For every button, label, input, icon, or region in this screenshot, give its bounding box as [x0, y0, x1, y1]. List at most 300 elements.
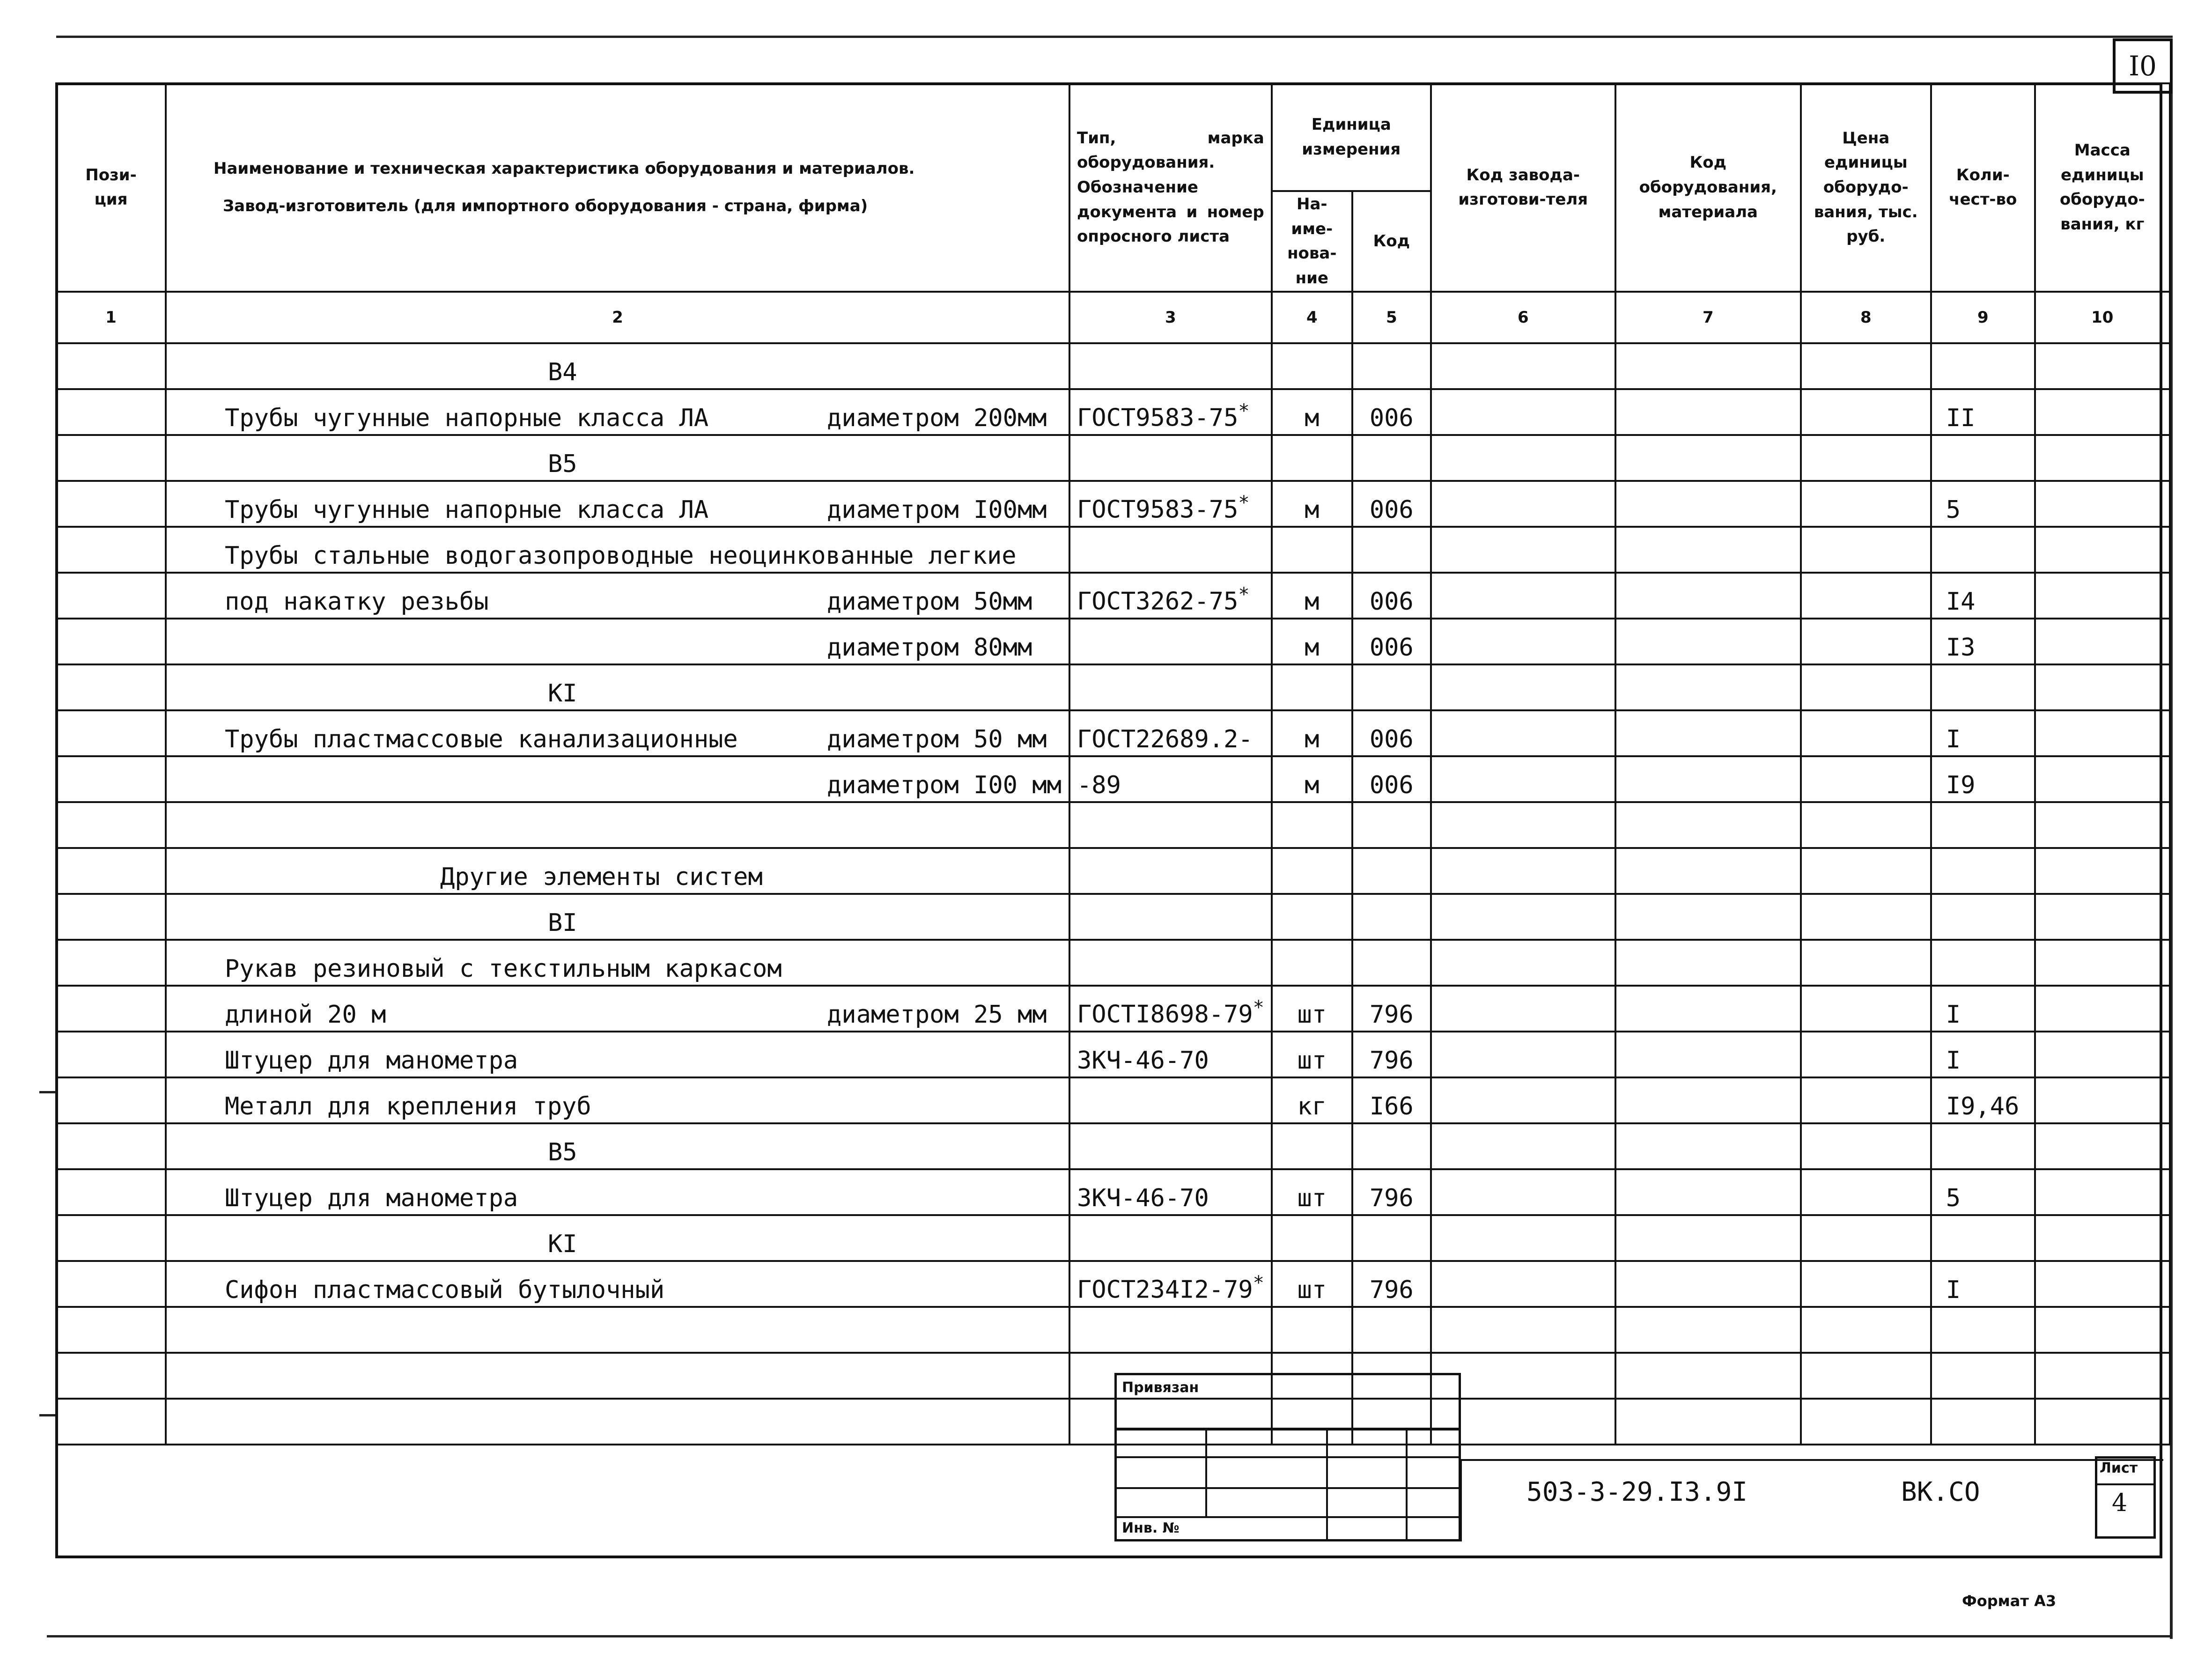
cell-price — [1801, 986, 1931, 1032]
cell-unit-code — [1352, 940, 1431, 986]
cell-name — [166, 664, 1069, 710]
item-diameter: диаметром 200мм — [827, 404, 1047, 432]
cell-quantity: II — [1931, 389, 2035, 435]
cell-mass — [2035, 389, 2170, 435]
cell-quantity — [1931, 1307, 2035, 1353]
cell-name — [166, 986, 1069, 1032]
cell-quantity: I3 — [1931, 619, 2035, 664]
cell-price — [1801, 1353, 1931, 1399]
cell-price — [1801, 573, 1931, 619]
document-mark: ВК.СО — [1901, 1477, 1980, 1507]
cell-unit-code: 796 — [1352, 986, 1431, 1032]
cell-unit-code — [1352, 848, 1431, 894]
cell-equipment-code — [1615, 664, 1801, 710]
column-number: 7 — [1615, 292, 1801, 343]
table-row — [56, 573, 2170, 619]
cell-unit-code — [1352, 1307, 1431, 1353]
cell-document — [1069, 1261, 1272, 1307]
cell-price — [1801, 848, 1931, 894]
stamp-title-line — [1461, 1459, 2163, 1461]
cell-price — [1801, 1123, 1931, 1169]
top-sheet-number: I0 — [2113, 38, 2173, 94]
cell-name — [166, 848, 1069, 894]
cell-price — [1801, 894, 1931, 940]
cell-mass — [2035, 343, 2170, 389]
table-row — [56, 894, 2170, 940]
cell-unit: м — [1272, 573, 1352, 619]
cell-mass — [2035, 1169, 2170, 1215]
cell-plant-code — [1431, 802, 1615, 848]
cell-price — [1801, 1077, 1931, 1123]
asterisk-mark: * — [1238, 400, 1250, 422]
cell-mass — [2035, 1307, 2170, 1353]
cell-position — [56, 527, 166, 573]
cell-document — [1069, 435, 1272, 481]
cell-price — [1801, 1261, 1931, 1307]
cell-position — [56, 573, 166, 619]
cell-name — [166, 940, 1069, 986]
item-diameter: диаметром 80мм — [827, 633, 1032, 662]
item-name: В5 — [548, 450, 577, 478]
item-diameter: диаметром 50мм — [827, 587, 1032, 616]
cell-unit — [1272, 1307, 1352, 1353]
cell-position — [56, 710, 166, 756]
document-ref: -89 — [1077, 771, 1121, 799]
cell-name — [166, 527, 1069, 573]
cell-position — [56, 1123, 166, 1169]
cell-quantity: I — [1931, 1261, 2035, 1307]
cell-mass — [2035, 527, 2170, 573]
cell-document — [1069, 619, 1272, 664]
table-row — [56, 435, 2170, 481]
cell-price — [1801, 619, 1931, 664]
cell-equipment-code — [1615, 343, 1801, 389]
cell-plant-code — [1431, 435, 1615, 481]
header-mass: Масса единицы оборудо-вания, кг — [2035, 83, 2170, 292]
column-number: 1 — [56, 292, 166, 343]
cell-mass — [2035, 894, 2170, 940]
cell-position — [56, 1215, 166, 1261]
table-row — [56, 1169, 2170, 1215]
cell-position — [56, 1169, 166, 1215]
cell-name — [166, 1261, 1069, 1307]
item-name — [173, 771, 225, 799]
cell-quantity — [1931, 1123, 2035, 1169]
item-name — [173, 1368, 225, 1396]
cell-quantity: I — [1931, 986, 2035, 1032]
document-ref: ГОСТ3262-75 — [1077, 587, 1239, 616]
cell-document — [1069, 710, 1272, 756]
cell-quantity: I4 — [1931, 573, 2035, 619]
cell-unit: шт — [1272, 1032, 1352, 1077]
header-plant-code: Код завода-изготови-теля — [1431, 83, 1615, 292]
cell-plant-code — [1431, 573, 1615, 619]
document-ref: 3КЧ-46-70 — [1077, 1184, 1209, 1212]
cell-equipment-code — [1615, 848, 1801, 894]
table-row — [56, 1399, 2170, 1445]
item-name: Трубы чугунные напорные класса ЛА — [225, 404, 709, 432]
stamp-grid-line — [1114, 1487, 1461, 1489]
cell-plant-code — [1431, 1077, 1615, 1123]
item-name: КI — [548, 1230, 577, 1258]
cell-equipment-code — [1615, 1307, 1801, 1353]
cell-name — [166, 894, 1069, 940]
cell-unit-code — [1352, 894, 1431, 940]
table-row — [56, 756, 2170, 802]
document-ref: ГОСТ9583-75 — [1077, 404, 1239, 432]
cell-plant-code — [1431, 1032, 1615, 1077]
header-quantity: Коли-чест-во — [1931, 83, 2035, 292]
table-row — [56, 481, 2170, 527]
cell-plant-code — [1431, 848, 1615, 894]
cell-quantity: I9,46 — [1931, 1077, 2035, 1123]
cell-equipment-code — [1615, 1169, 1801, 1215]
cell-unit — [1272, 848, 1352, 894]
cell-name — [166, 1353, 1069, 1399]
header-type: Тип, марка оборудования. Обозначение документа и номер опросного листа — [1069, 83, 1272, 292]
asterisk-mark: * — [1238, 584, 1250, 606]
cell-unit-code — [1352, 802, 1431, 848]
cell-position — [56, 848, 166, 894]
cell-unit: м — [1272, 710, 1352, 756]
cell-unit-code — [1352, 1123, 1431, 1169]
cell-equipment-code — [1615, 1399, 1801, 1445]
column-number: 3 — [1069, 292, 1272, 343]
cell-position — [56, 1077, 166, 1123]
cell-quantity: 5 — [1931, 481, 2035, 527]
table-row — [56, 664, 2170, 710]
stamp-inventory-label: Инв. № — [1122, 1520, 1180, 1536]
item-name: Трубы стальные водогазопроводные неоцинкованные легкие — [225, 541, 1017, 570]
cell-equipment-code — [1615, 1123, 1801, 1169]
cell-document — [1069, 343, 1272, 389]
cell-unit — [1272, 664, 1352, 710]
cell-unit: м — [1272, 389, 1352, 435]
table-row — [56, 619, 2170, 664]
cell-unit-code: 006 — [1352, 756, 1431, 802]
cell-name — [166, 802, 1069, 848]
cell-unit — [1272, 435, 1352, 481]
item-name: ВI — [548, 908, 577, 937]
item-name — [173, 1414, 225, 1442]
cell-position — [56, 481, 166, 527]
cell-price — [1801, 664, 1931, 710]
cell-quantity: I — [1931, 1032, 2035, 1077]
item-name: под накатку резьбы — [225, 587, 489, 616]
cell-document — [1069, 664, 1272, 710]
sheet-label: Лист — [2100, 1460, 2138, 1476]
cell-document — [1069, 1215, 1272, 1261]
cell-mass — [2035, 940, 2170, 986]
cell-quantity: 5 — [1931, 1169, 2035, 1215]
cell-plant-code — [1431, 619, 1615, 664]
item-name: В5 — [548, 1138, 577, 1166]
cell-document — [1069, 1307, 1272, 1353]
cell-name — [166, 1123, 1069, 1169]
cell-plant-code — [1431, 1123, 1615, 1169]
header-position: Пози- ция — [56, 83, 166, 292]
cell-unit: шт — [1272, 1261, 1352, 1307]
cell-document — [1069, 940, 1272, 986]
cell-document — [1069, 1077, 1272, 1123]
table-row — [56, 343, 2170, 389]
cell-unit: м — [1272, 619, 1352, 664]
item-name: КI — [548, 679, 577, 708]
cell-position — [56, 802, 166, 848]
cell-plant-code — [1431, 756, 1615, 802]
stamp-title-line — [1460, 1459, 1462, 1541]
cell-unit — [1272, 343, 1352, 389]
cell-quantity — [1931, 527, 2035, 573]
table-row — [56, 986, 2170, 1032]
cell-name — [166, 1032, 1069, 1077]
item-name: Трубы пластмассовые канализационные — [225, 725, 738, 753]
cell-unit-code — [1352, 1215, 1431, 1261]
cell-name — [166, 1307, 1069, 1353]
cell-equipment-code — [1615, 619, 1801, 664]
specification-table — [55, 82, 2171, 1445]
cell-price — [1801, 389, 1931, 435]
cell-plant-code — [1431, 1215, 1615, 1261]
cell-name — [166, 619, 1069, 664]
cell-name — [166, 573, 1069, 619]
document-ref: 3КЧ-46-70 — [1077, 1046, 1209, 1075]
column-number: 9 — [1931, 292, 2035, 343]
asterisk-mark: * — [1253, 1272, 1264, 1294]
format-label: Формат А3 — [1962, 1592, 2057, 1610]
cell-quantity — [1931, 343, 2035, 389]
cell-mass — [2035, 481, 2170, 527]
cell-position — [56, 894, 166, 940]
cell-unit-code: 796 — [1352, 1032, 1431, 1077]
cell-unit: шт — [1272, 986, 1352, 1032]
cell-price — [1801, 1032, 1931, 1077]
table-row — [56, 389, 2170, 435]
stamp-grid-line — [1326, 1428, 1328, 1541]
cell-price — [1801, 1307, 1931, 1353]
cell-equipment-code — [1615, 1353, 1801, 1399]
cell-plant-code — [1431, 986, 1615, 1032]
cell-document — [1069, 573, 1272, 619]
binding-tick — [39, 1414, 56, 1416]
cell-mass — [2035, 710, 2170, 756]
cell-plant-code — [1431, 343, 1615, 389]
cell-unit-code: 006 — [1352, 389, 1431, 435]
cell-quantity — [1931, 894, 2035, 940]
cell-equipment-code — [1615, 527, 1801, 573]
cell-unit: кг — [1272, 1077, 1352, 1123]
cell-quantity — [1931, 1399, 2035, 1445]
cell-price — [1801, 710, 1931, 756]
cell-price — [1801, 343, 1931, 389]
item-name: длиной 20 м — [225, 1000, 386, 1029]
cell-equipment-code — [1615, 389, 1801, 435]
table-row — [56, 940, 2170, 986]
column-number: 6 — [1431, 292, 1615, 343]
cell-unit-code — [1352, 527, 1431, 573]
cell-quantity — [1931, 848, 2035, 894]
cell-position — [56, 986, 166, 1032]
cell-document — [1069, 848, 1272, 894]
cell-equipment-code — [1615, 481, 1801, 527]
cell-mass — [2035, 986, 2170, 1032]
item-name — [173, 634, 225, 662]
cell-unit-code — [1352, 343, 1431, 389]
item-diameter: диаметром 50 мм — [827, 725, 1047, 753]
cell-plant-code — [1431, 1261, 1615, 1307]
asterisk-mark: * — [1238, 492, 1250, 514]
cell-mass — [2035, 1261, 2170, 1307]
cell-quantity — [1931, 435, 2035, 481]
cell-document — [1069, 1123, 1272, 1169]
item-name — [173, 1322, 225, 1350]
cell-mass — [2035, 1123, 2170, 1169]
cell-unit-code: 006 — [1352, 573, 1431, 619]
binding-tick — [39, 1091, 56, 1093]
cell-name — [166, 435, 1069, 481]
cell-equipment-code — [1615, 802, 1801, 848]
cell-plant-code — [1431, 481, 1615, 527]
stamp-grid-line — [1114, 1456, 1461, 1458]
stamp-grid-line — [1205, 1428, 1207, 1517]
cell-name — [166, 481, 1069, 527]
cell-plant-code — [1431, 894, 1615, 940]
cell-name — [166, 1169, 1069, 1215]
cell-equipment-code — [1615, 940, 1801, 986]
cell-equipment-code — [1615, 986, 1801, 1032]
cell-name — [166, 756, 1069, 802]
cell-unit-code: I66 — [1352, 1077, 1431, 1123]
cell-price — [1801, 802, 1931, 848]
cell-unit-code — [1352, 664, 1431, 710]
table-row — [56, 1077, 2170, 1123]
cell-mass — [2035, 848, 2170, 894]
cell-quantity — [1931, 802, 2035, 848]
asterisk-mark: * — [1253, 997, 1264, 1019]
document-ref: ГОСТ9583-75 — [1077, 495, 1239, 524]
cell-position — [56, 756, 166, 802]
table-row — [56, 848, 2170, 894]
cell-plant-code — [1431, 1169, 1615, 1215]
cell-position — [56, 343, 166, 389]
cell-position — [56, 940, 166, 986]
item-name: Сифон пластмассовый бутылочный — [225, 1276, 665, 1304]
cell-mass — [2035, 664, 2170, 710]
item-name: Штуцер для манометра — [225, 1184, 518, 1212]
cell-unit: м — [1272, 756, 1352, 802]
cell-position — [56, 1399, 166, 1445]
cell-document — [1069, 1032, 1272, 1077]
cell-document — [1069, 527, 1272, 573]
cell-unit — [1272, 1123, 1352, 1169]
table-row — [56, 710, 2170, 756]
cell-equipment-code — [1615, 435, 1801, 481]
table-row — [56, 1307, 2170, 1353]
item-diameter: диаметром I00мм — [827, 495, 1047, 524]
cell-plant-code — [1431, 940, 1615, 986]
cell-quantity — [1931, 1215, 2035, 1261]
stamp-grid-line — [1406, 1428, 1408, 1541]
cell-plant-code — [1431, 664, 1615, 710]
item-name: В4 — [548, 358, 577, 386]
table-row — [56, 1123, 2170, 1169]
cell-price — [1801, 435, 1931, 481]
cell-quantity: I — [1931, 710, 2035, 756]
cell-document — [1069, 1169, 1272, 1215]
table-row — [56, 527, 2170, 573]
cell-equipment-code — [1615, 710, 1801, 756]
item-diameter: диаметром I00 мм — [827, 771, 1062, 799]
cell-position — [56, 1261, 166, 1307]
cell-mass — [2035, 435, 2170, 481]
header-price: Цена единицы оборудо-вания, тыс. руб. — [1801, 83, 1931, 292]
header-name: Наименование и техническая характеристика оборудования и материалов. Завод-изготовитель (для импортного оборудования - страна, фирма) — [166, 83, 1069, 292]
cell-mass — [2035, 1353, 2170, 1399]
cell-price — [1801, 940, 1931, 986]
item-name: Трубы чугунные напорные класса ЛА — [225, 495, 709, 524]
cell-name — [166, 1215, 1069, 1261]
cell-price — [1801, 756, 1931, 802]
cell-plant-code — [1431, 710, 1615, 756]
cell-plant-code — [1431, 527, 1615, 573]
document-code: 503-3-29.I3.9I — [1526, 1477, 1748, 1507]
frame-bottom-rule — [47, 1635, 2173, 1637]
cell-name — [166, 710, 1069, 756]
cell-unit: шт — [1272, 1169, 1352, 1215]
cell-position — [56, 1032, 166, 1077]
cell-unit — [1272, 802, 1352, 848]
table-row — [56, 802, 2170, 848]
column-number: 8 — [1801, 292, 1931, 343]
table-row — [56, 1215, 2170, 1261]
cell-equipment-code — [1615, 1261, 1801, 1307]
cell-price — [1801, 1215, 1931, 1261]
table-row — [56, 1261, 2170, 1307]
cell-equipment-code — [1615, 1215, 1801, 1261]
cell-unit — [1272, 527, 1352, 573]
cell-position — [56, 1307, 166, 1353]
cell-document — [1069, 894, 1272, 940]
cell-mass — [2035, 1215, 2170, 1261]
table-row — [56, 1353, 2170, 1399]
cell-price — [1801, 527, 1931, 573]
cell-quantity — [1931, 1353, 2035, 1399]
column-number: 4 — [1272, 292, 1352, 343]
cell-unit-code: 006 — [1352, 619, 1431, 664]
column-number: 10 — [2035, 292, 2170, 343]
cell-equipment-code — [1615, 1077, 1801, 1123]
cell-unit-code: 796 — [1352, 1169, 1431, 1215]
cell-equipment-code — [1615, 573, 1801, 619]
header-unit-code: Код — [1352, 191, 1431, 292]
column-number: 2 — [166, 292, 1069, 343]
cell-document — [1069, 481, 1272, 527]
cell-unit — [1272, 940, 1352, 986]
column-number: 5 — [1352, 292, 1431, 343]
cell-mass — [2035, 1399, 2170, 1445]
cell-equipment-code — [1615, 756, 1801, 802]
cell-document — [1069, 986, 1272, 1032]
cell-price — [1801, 1169, 1931, 1215]
cell-document — [1069, 756, 1272, 802]
cell-plant-code — [1431, 1307, 1615, 1353]
document-ref: ГОСТI8698-79 — [1077, 1000, 1253, 1029]
header-equipment-code: Код оборудования, материала — [1615, 83, 1801, 292]
cell-unit-code — [1352, 435, 1431, 481]
header-unit-group: Единица измерения — [1272, 83, 1431, 191]
frame-top-rule — [56, 36, 2173, 38]
cell-position — [56, 619, 166, 664]
